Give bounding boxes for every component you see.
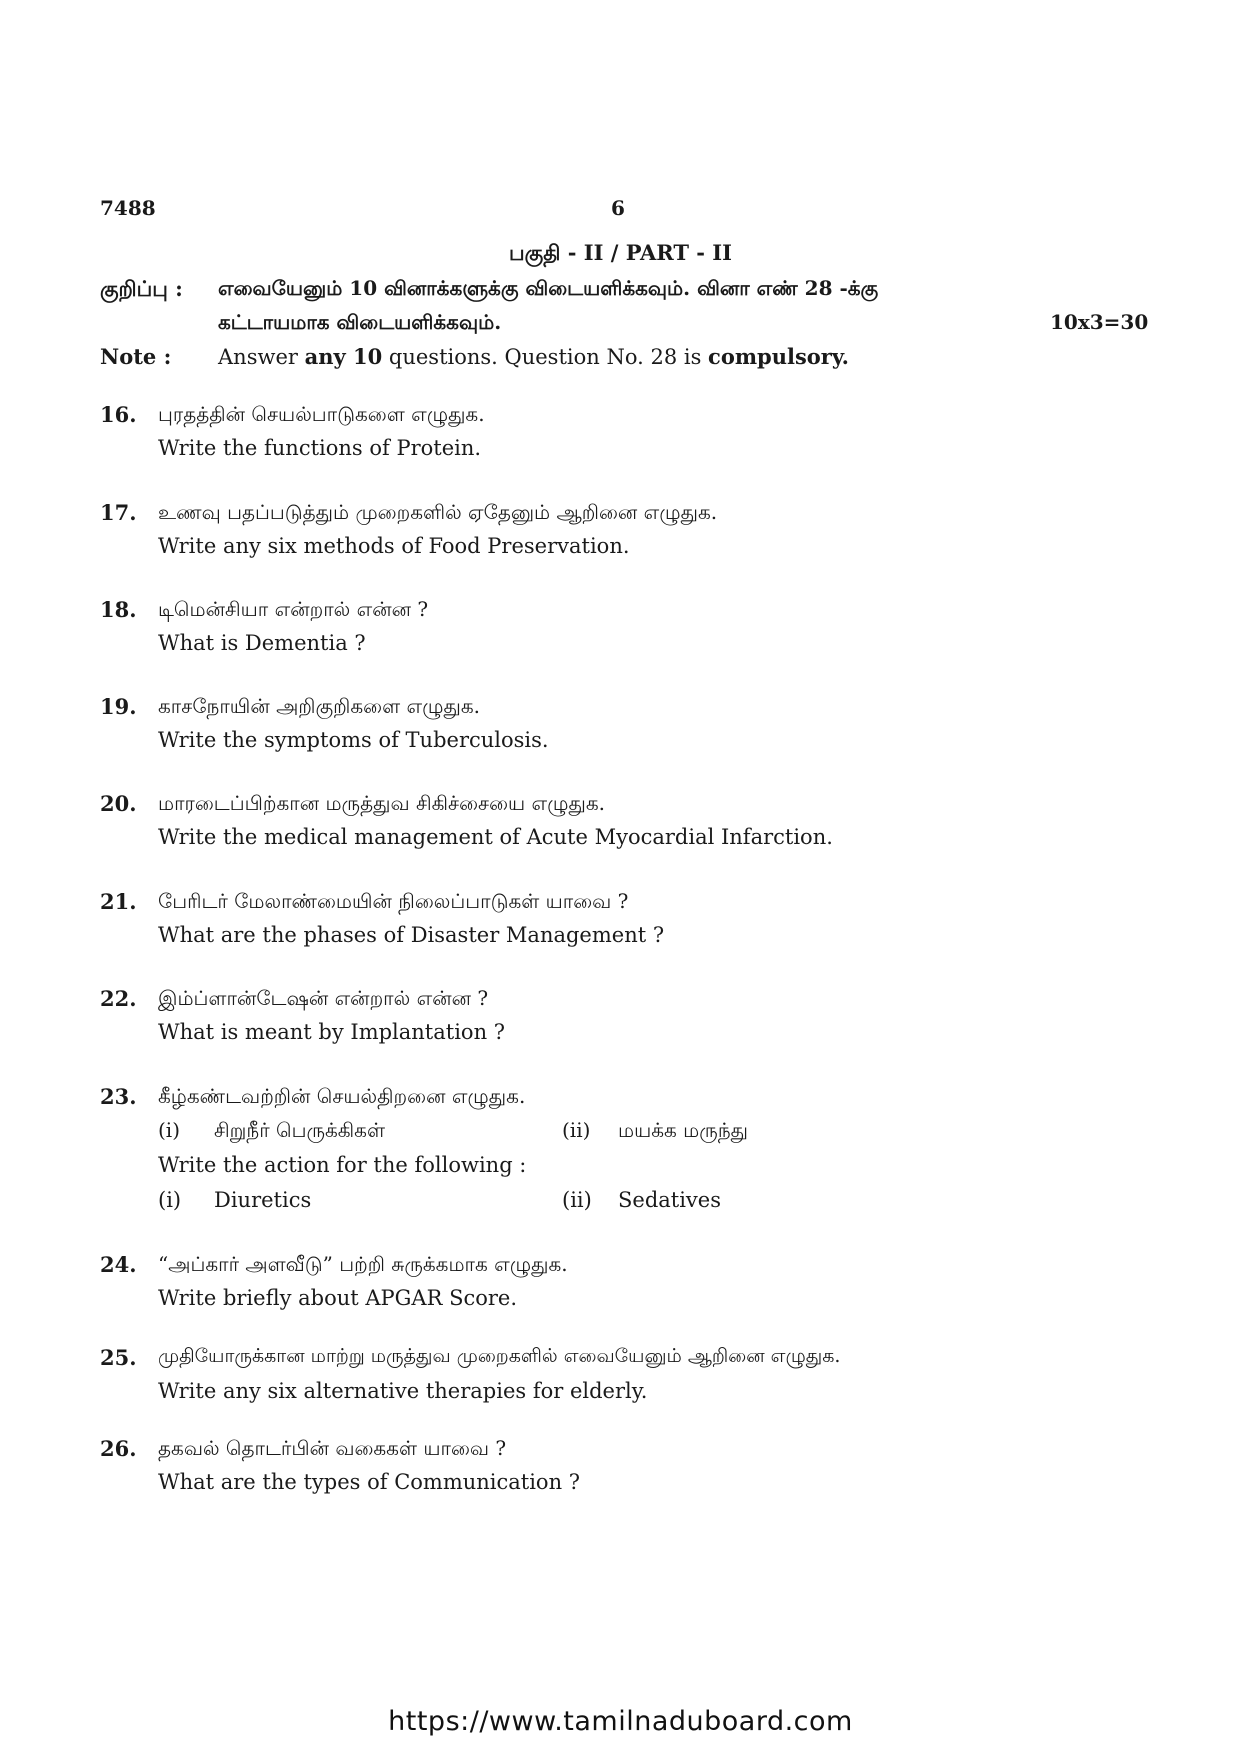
question-number: 20. (100, 791, 137, 816)
paper-code: 7488 (100, 196, 156, 220)
question-number: 17. (100, 500, 137, 525)
tamil-option-1-label: (i) (158, 1118, 181, 1142)
question-tamil: பேரிடர் மேலாண்மையின் நிலைப்பாடுகள் யாவை ? (158, 889, 629, 913)
question-number: 25. (100, 1345, 137, 1370)
page-number: 6 (611, 196, 625, 220)
part-title: பகுதி - II / PART - II (509, 240, 732, 265)
question-number: 23. (100, 1084, 137, 1109)
question-number: 19. (100, 694, 137, 719)
question-number: 26. (100, 1436, 137, 1461)
question-tamil: தகவல் தொடர்பின் வகைகள் யாவை ? (158, 1436, 507, 1460)
question-tamil: காசநோயின் அறிகுறிகளை எழுதுக. (158, 694, 480, 718)
question-english: Write the medical management of Acute Myocardial Infarction. (158, 825, 833, 849)
question-english: What is meant by Implantation ? (158, 1020, 506, 1044)
question-number: 24. (100, 1252, 137, 1277)
tamil-option-1: சிறுநீர் பெருக்கிகள் (214, 1118, 386, 1142)
question-number: 21. (100, 889, 137, 914)
question-tamil: மாரடைப்பிற்கான மருத்துவ சிகிச்சையை எழுதுக. (158, 791, 605, 815)
question-number: 18. (100, 597, 137, 622)
question-tamil: “அப்கார் அளவீடு” பற்றி சுருக்கமாக எழுதுக. (158, 1252, 568, 1276)
english-option-2: Sedatives (618, 1188, 722, 1212)
question-english: What is Dementia ? (158, 631, 366, 655)
question-english: Write the functions of Protein. (158, 436, 482, 460)
note-tamil-line-1: எவையேனும் 10 வினாக்களுக்கு விடையளிக்கவும். வினா எண் 28 -க்கு (218, 276, 879, 300)
question-english: Write the symptoms of Tuberculosis. (158, 728, 549, 752)
english-option-1: Diuretics (214, 1188, 312, 1212)
marks-allocation: 10x3=30 (1050, 310, 1149, 334)
tamil-option-2-label: (ii) (562, 1118, 591, 1142)
question-tamil: உணவு பதப்படுத்தும் முறைகளில் ஏதேனும் ஆறினை எழுதுக. (158, 500, 718, 524)
question-english: Write any six alternative therapies for elderly. (158, 1379, 648, 1403)
note-tamil-label: குறிப்பு : (100, 276, 183, 301)
note-en-pre: Answer (218, 345, 305, 369)
question-23 (100, 1084, 1140, 1224)
question-english: What are the phases of Disaster Management ? (158, 923, 665, 947)
note-english-label: Note : (100, 344, 172, 369)
tamil-option-2: மயக்க மருந்து (618, 1118, 748, 1142)
note-en-bold-2: compulsory. (708, 344, 849, 369)
note-tamil-line-2: கட்டாயமாக விடையளிக்கவும். (218, 310, 502, 334)
question-english: Write any six methods of Food Preservation. (158, 534, 630, 558)
question-tamil: இம்ப்ளான்டேஷன் என்றால் என்ன ? (158, 986, 489, 1010)
note-en-mid: questions. Question No. 28 is (382, 345, 709, 369)
question-english: Write briefly about APGAR Score. (158, 1286, 518, 1310)
question-english: What are the types of Communication ? (158, 1470, 581, 1494)
note-english-text (218, 344, 849, 369)
question-tamil: டிமென்சியா என்றால் என்ன ? (158, 597, 429, 621)
question-tamil: புரதத்தின் செயல்பாடுகளை எழுதுக. (158, 402, 485, 426)
note-en-bold-1: any 10 (304, 344, 383, 369)
question-english: Write the action for the following : (158, 1153, 527, 1177)
question-number: 16. (100, 402, 137, 427)
question-number: 22. (100, 986, 137, 1011)
english-option-2-label: (ii) (562, 1188, 592, 1212)
footer-url: https://www.tamilnaduboard.com (388, 1706, 853, 1737)
english-option-1-label: (i) (158, 1188, 182, 1212)
question-tamil: கீழ்கண்டவற்றின் செயல்திறனை எழுதுக. (158, 1084, 526, 1108)
question-tamil: முதியோருக்கான மாற்று மருத்துவ முறைகளில் எவையேனும் ஆறினை எழுதுக. (158, 1345, 841, 1367)
